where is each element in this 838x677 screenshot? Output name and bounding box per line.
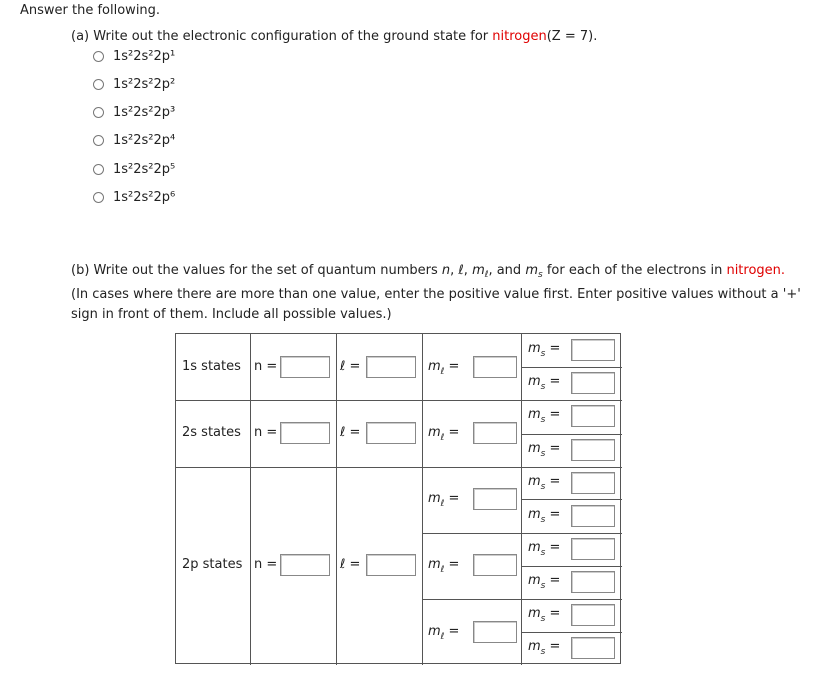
ms-row-divider	[521, 533, 622, 534]
instructions-header: Answer the following.	[20, 3, 161, 18]
radio-button[interactable]	[93, 79, 104, 90]
column-divider	[336, 334, 337, 665]
ms-label: $m_s$ =	[528, 374, 561, 392]
ms-input-8[interactable]	[571, 571, 615, 593]
config-option-label: 1s²2s²2p⁶	[113, 190, 176, 205]
ms-input-1[interactable]	[571, 339, 615, 361]
ml-label: $m_\ell$ =	[428, 624, 460, 642]
radio-button[interactable]	[93, 164, 104, 175]
ml-row-divider	[422, 533, 521, 534]
ml-label: $m_\ell$ =	[428, 425, 460, 443]
ms-row-divider	[521, 599, 622, 600]
ms-label: $m_s$ =	[528, 507, 561, 525]
config-option-5[interactable]	[93, 162, 175, 177]
n-label: n =	[254, 359, 278, 374]
row-divider	[176, 467, 622, 468]
quantum-number-table	[175, 333, 621, 664]
config-option-label: 1s²2s²2p⁵	[113, 162, 176, 177]
state-label-2: 2s states	[182, 425, 241, 440]
ms-row-divider	[521, 499, 622, 500]
config-option-label: 1s²2s²2p⁴	[113, 133, 176, 148]
column-divider	[422, 334, 423, 665]
ms-label: $m_s$ =	[528, 407, 561, 425]
l-input-1[interactable]	[366, 356, 416, 378]
ms-row-divider	[521, 434, 622, 435]
ml-label: $m_\ell$ =	[428, 491, 460, 509]
config-option-4[interactable]	[93, 133, 175, 148]
config-option-6[interactable]	[93, 190, 175, 205]
ms-label: $m_s$ =	[528, 341, 561, 359]
radio-button[interactable]	[93, 192, 104, 203]
config-option-label: 1s²2s²2p¹	[113, 49, 176, 64]
ms-input-6[interactable]	[571, 505, 615, 527]
ms-label: $m_s$ =	[528, 474, 561, 492]
ms-input-10[interactable]	[571, 637, 615, 659]
state-label-1: 1s states	[182, 359, 241, 374]
radio-button[interactable]	[93, 135, 104, 146]
ml-row-divider	[422, 599, 521, 600]
l-input-3[interactable]	[366, 554, 416, 576]
config-option-3[interactable]	[93, 105, 175, 120]
config-option-1[interactable]	[93, 49, 175, 64]
ml-input-1[interactable]	[473, 356, 517, 378]
question-b: (b) Write out the values for the set of quantum numbers n, ℓ, $m_\ell$, and $m_s$ for each of the electrons in nitrogen. (In cases where there are more than one value, enter the positive value first. Enter positive values without a '+' sign in front of them. Include all possible values.)	[71, 263, 801, 322]
ms-label: $m_s$ =	[528, 573, 561, 591]
ml-input-5[interactable]	[473, 621, 517, 643]
row-divider	[176, 400, 622, 401]
column-divider	[250, 334, 251, 665]
l-label: ℓ =	[340, 557, 361, 572]
radio-button[interactable]	[93, 51, 104, 62]
ms-row-divider	[521, 566, 622, 567]
config-option-2[interactable]	[93, 77, 175, 92]
element-name: nitrogen	[492, 29, 547, 44]
l-label: ℓ =	[340, 425, 361, 440]
question-a: (a) Write out the electronic configuration of the ground state for nitrogen(Z = 7).	[71, 29, 598, 44]
n-input-2[interactable]	[280, 422, 330, 444]
ml-input-4[interactable]	[473, 554, 517, 576]
ms-input-4[interactable]	[571, 439, 615, 461]
ml-input-3[interactable]	[473, 488, 517, 510]
ml-input-2[interactable]	[473, 422, 517, 444]
ms-label: $m_s$ =	[528, 639, 561, 657]
ms-input-5[interactable]	[571, 472, 615, 494]
n-label: n =	[254, 557, 278, 572]
ms-input-7[interactable]	[571, 538, 615, 560]
ms-label: $m_s$ =	[528, 540, 561, 558]
radio-button[interactable]	[93, 107, 104, 118]
ms-row-divider	[521, 367, 622, 368]
ms-row-divider	[521, 632, 622, 633]
ms-input-2[interactable]	[571, 372, 615, 394]
l-label: ℓ =	[340, 359, 361, 374]
state-label-3: 2p states	[182, 557, 243, 572]
ml-label: $m_\ell$ =	[428, 557, 460, 575]
ms-label: $m_s$ =	[528, 441, 561, 459]
ms-label: $m_s$ =	[528, 606, 561, 624]
n-label: n =	[254, 425, 278, 440]
n-input-1[interactable]	[280, 356, 330, 378]
n-input-3[interactable]	[280, 554, 330, 576]
ml-label: $m_\ell$ =	[428, 359, 460, 377]
l-input-2[interactable]	[366, 422, 416, 444]
config-option-label: 1s²2s²2p²	[113, 77, 176, 92]
ms-input-3[interactable]	[571, 405, 615, 427]
ms-input-9[interactable]	[571, 604, 615, 626]
config-option-label: 1s²2s²2p³	[113, 105, 176, 120]
